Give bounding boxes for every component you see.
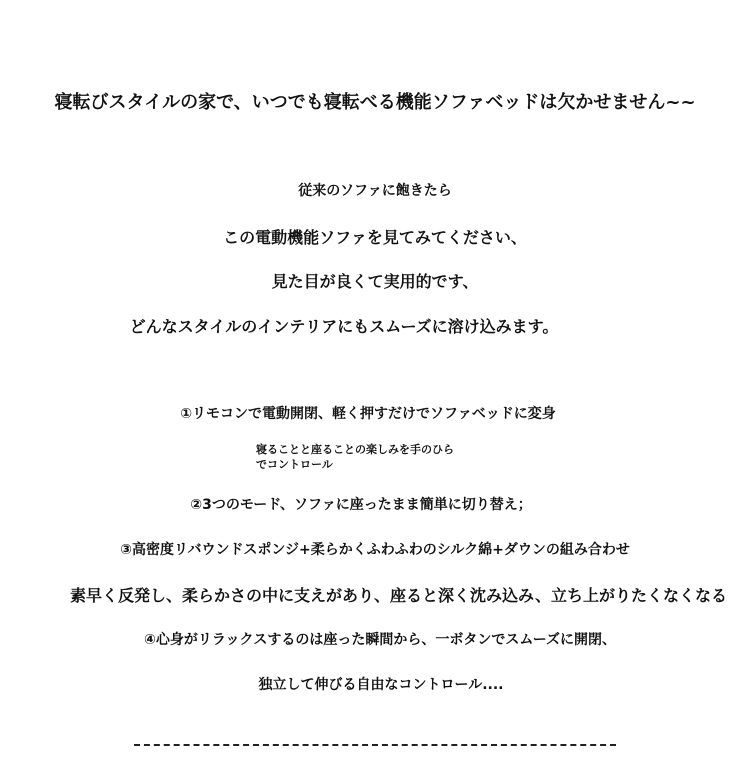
feature-point-1: ①リモコンで電動開閉、軽く押すだけでソファベッドに変身	[180, 406, 556, 422]
feature-note-line-2: でコントロール	[256, 458, 333, 471]
intro-line-4: どんなスタイルのインテリアにもスムーズに溶け込みます。	[129, 317, 559, 336]
dashed-divider	[134, 744, 616, 746]
intro-line-2: この電動機能ソファを見てみてください、	[223, 228, 527, 247]
feature-point-4: ④心身がリラックスするのは座った瞬間から、一ボタンでスムーズに開閉、	[143, 632, 617, 648]
feature-note-line-1: 寝ることと座ることの楽しみを手のひら	[256, 443, 454, 456]
intro-line-1: 従来のソファに飽きたら	[298, 183, 452, 199]
feature-note	[256, 442, 454, 472]
feature-point-4-detail: 独立して伸びる自由なコントロール....	[258, 677, 504, 693]
feature-point-3-detail: 素早く反発し、柔らかさの中に支えがあり、座ると深く沈み込み、立ち上がりたくなくなる	[70, 586, 727, 605]
feature-point-3: ③高密度リバウンドスポンジ+柔らかくふわふわのシルク綿+ダウンの組み合わせ	[120, 542, 630, 558]
headline: 寝転びスタイルの家で、いつでも寝転べる機能ソファベッドは欠かせません~~	[54, 92, 696, 113]
feature-point-2: ②3つのモード、ソファに座ったまま簡単に切り替え；	[190, 497, 532, 513]
intro-line-3: 見た目が良くて実用的です、	[271, 272, 479, 291]
